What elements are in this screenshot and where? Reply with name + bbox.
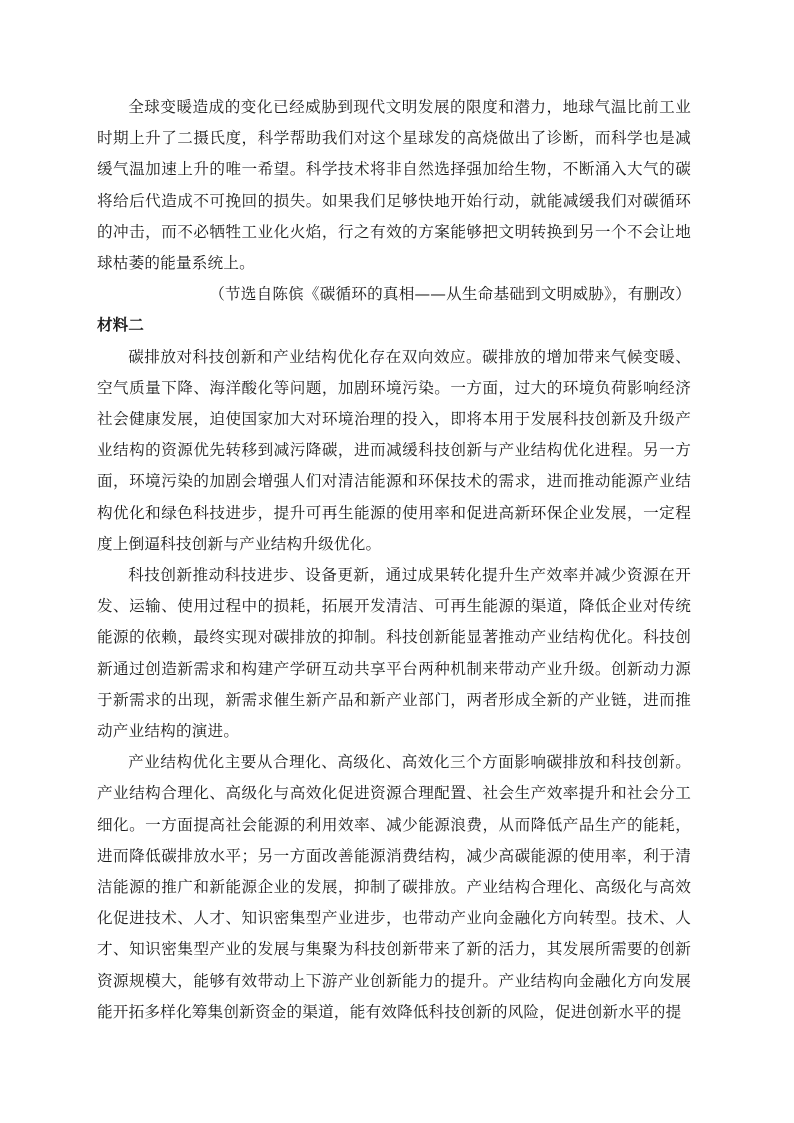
material-two-paragraph-2: 科技创新推动科技进步、设备更新，通过成果转化提升生产效率并减少资源在开发、运输、使用过程中的损耗，拓展开发清洁、可再生能源的渠道，降低企业对传统能源的依赖，最终实现对碳排放的抑制。科技创新能显著推动产业结构优化。科技创新通过创造新需求和构建产学研互动共享平台两种机制来带动产业升级。创新动力源于新需求的出现，新需求催生新产品和新产业部门，两者形成全新的产业链，进而推动产业结构的演进。: [97, 566, 691, 741]
material-one-paragraph: 全球变暖造成的变化已经威胁到现代文明发展的限度和潜力，地球气温比前工业时期上升了二摄氏度，科学帮助我们对这个星球发的高烧做出了诊断，而科学也是减缓气温加速上升的唯一希望。科学技术将非自然选择强加给生物，不断涌入大气的碳将给后代造成不可挽回的损失。如果我们足够快地开始行动，就能减缓我们对碳循环的冲击，而不必牺牲工业化火焰，行之有效的方案能够把文明转换到另一个不会让地球枯萎的能量系统上。: [97, 98, 691, 273]
material-two-paragraph-1: 碳排放对科技创新和产业结构优化存在双向效应。碳排放的增加带来气候变暖、空气质量下降、海洋酸化等问题，加剧环境污染。一方面，过大的环境负荷影响经济社会健康发展，迫使国家加大对环境治理的投入，即将本用于发展科技创新及升级产业结构的资源优先转移到减污降碳，进而减缓科技创新与产业结构优化进程。另一方面，环境污染的加剧会增强人们对清洁能源和环保技术的需求，进而推动能源产业结构优化和绿色科技进步，提升可再生能源的使用率和促进高新环保企业发展，一定程度上倒逼科技创新与产业结构升级优化。: [97, 347, 691, 553]
source-citation: （节选自陈傧《碳循环的真相——从生命基础到文明威胁》，有删改）: [209, 285, 691, 304]
section-heading: 材料二: [97, 316, 144, 335]
material-two-paragraph-3: 产业结构优化主要从合理化、高级化、高效化三个方面影响碳排放和科技创新。产业结构合理化、高级化与高效化促进资源合理配置、社会生产效率提升和社会分工细化。一方面提高社会能源的利用效率、减少能源浪费，从而降低产品生产的能耗，进而降低碳排放水平；另一方面改善能源消费结构，减少高碳能源的使用率，利于清洁能源的推广和新能源企业的发展，抑制了碳排放。产业结构合理化、高级化与高效化促进技术、人才、知识密集型产业进步，也带动产业向金融化方向转型。技术、人才、知识密集型产业的发展与集聚为科技创新带来了新的活力，其发展所需要的创新资源规模大，能够有效带动上下游产业创新能力的提升。产业结构向金融化方向发展能开拓多样化筹集创新资金的渠道，能有效降低科技创新的风险，促进创新水平的提: [97, 753, 691, 1021]
document-page: [97, 92, 691, 1028]
